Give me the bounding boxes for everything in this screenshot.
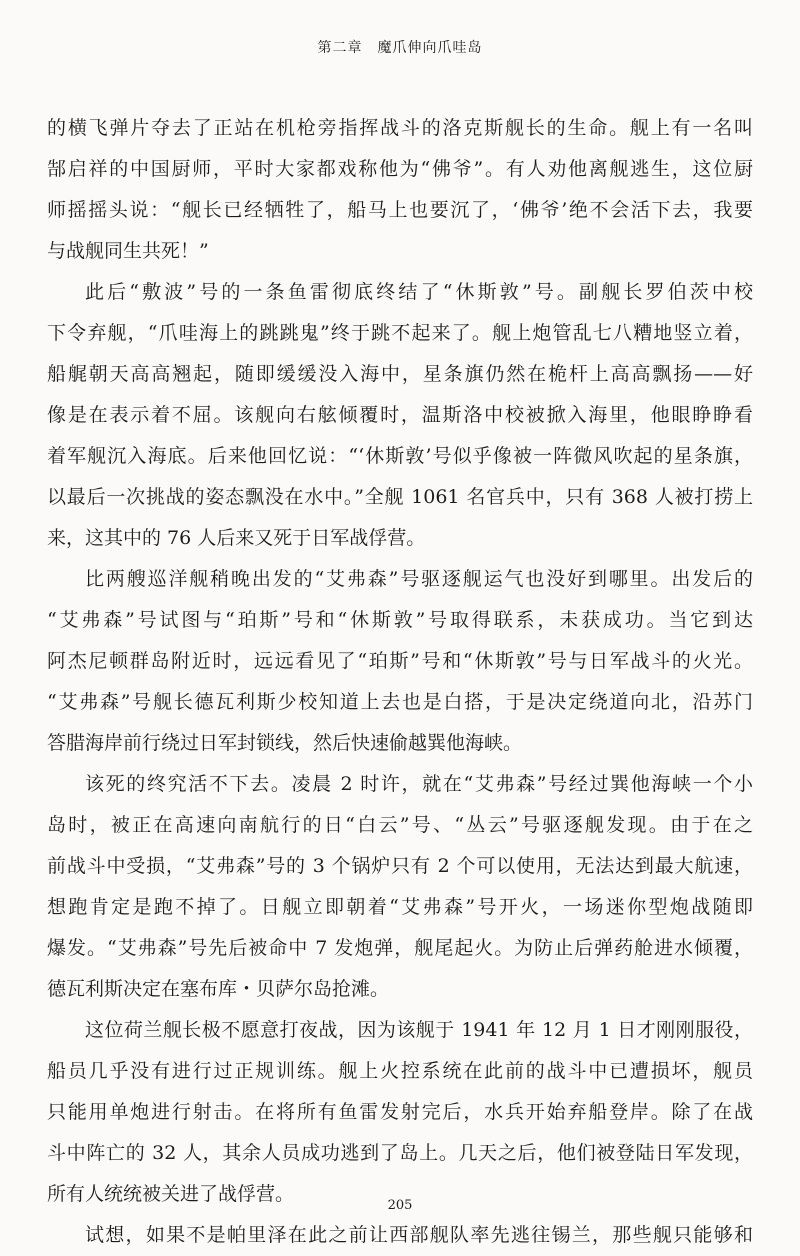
text-line: 斗中阵亡的 32 人，其余人员成功逃到了岛上。几天之后，他们被登陆日军发现， xyxy=(47,1142,753,1164)
text-line: 所有人统统被关进了战俘营。 xyxy=(47,1183,295,1205)
paragraph xyxy=(47,108,753,272)
text-line: 前战斗中受损，“艾弗森”号的 3 个锅炉只有 2 个可以使用，无法达到最大航速， xyxy=(47,855,753,877)
text-line: 师摇摇头说：“舰长已经牺牲了，船马上也要沉了，‘佛爷’绝不会活下去，我要 xyxy=(47,199,753,221)
paragraph xyxy=(47,272,753,559)
text-line: 着军舰沉入海底。后来他回忆说：“‘休斯敦’号似乎像被一阵微风吹起的星条旗， xyxy=(47,445,753,467)
text-line: 试想，如果不是帕里泽在此之前让西部舰队率先逃往锡兰，那些舰只能够和 xyxy=(85,1224,753,1246)
text-line: 与战舰同生共死！” xyxy=(47,240,209,262)
text-line: 只能用单炮进行射击。在将所有鱼雷发射完后，水兵开始弃船登岸。除了在战 xyxy=(47,1101,753,1123)
text-line: 来，这其中的 76 人后来又死于日军战俘营。 xyxy=(47,527,426,549)
running-header: 第二章 魔爪伸向爪哇岛 xyxy=(317,40,483,56)
page-number: 205 xyxy=(387,1198,413,1213)
text-line: 阿杰尼顿群岛附近时，远远看见了“珀斯”号和“休斯敦”号与日军战斗的火光。 xyxy=(47,650,753,672)
text-line: “艾弗森”号试图与“珀斯”号和“休斯敦”号取得联系，未获成功。当它到达 xyxy=(47,609,753,631)
text-line: 下令弃舰，“爪哇海上的跳跳鬼”终于跳不起来了。舰上炮管乱七八糟地竖立着， xyxy=(47,322,753,344)
text-line: 德瓦利斯决定在塞布库・贝萨尔岛抢滩。 xyxy=(47,978,390,1000)
text-line: 该死的终究活不下去。凌晨 2 时许，就在“艾弗森”号经过巽他海峡一个小 xyxy=(85,773,753,795)
text-line: 船艉朝天高高翘起，随即缓缓没入海中，星条旗仍然在桅杆上高高飘扬——好 xyxy=(47,363,753,385)
text-line: “艾弗森”号舰长德瓦利斯少校知道上去也是白搭，于是决定绕道向北，沿苏门 xyxy=(47,691,753,713)
text-line: 此后“敷波”号的一条鱼雷彻底终结了“休斯敦”号。副舰长罗伯茨中校 xyxy=(85,281,753,303)
text-line: 像是在表示着不屈。该舰向右舷倾覆时，温斯洛中校被掀入海里，他眼睁睁看 xyxy=(47,404,753,426)
text-line: 比两艘巡洋舰稍晚出发的“艾弗森”号驱逐舰运气也没好到哪里。出发后的 xyxy=(85,568,753,590)
text-line: 的横飞弹片夺去了正站在机枪旁指挥战斗的洛克斯舰长的生命。舰上有一名叫 xyxy=(47,117,753,139)
paragraph xyxy=(47,1010,753,1215)
body-text xyxy=(47,108,753,1256)
text-line: 爆发。“艾弗森”号先后被命中 7 发炮弹，舰尾起火。为防止后弹药舱进水倾覆， xyxy=(47,937,753,959)
paragraph xyxy=(47,559,753,764)
paragraph xyxy=(47,1215,753,1256)
text-line: 这位荷兰舰长极不愿意打夜战，因为该舰于 1941 年 12 月 1 日才刚刚服役， xyxy=(85,1019,753,1041)
text-line: 以最后一次挑战的姿态飘没在水中。”全舰 1061 名官兵中，只有 368 人被打捞上 xyxy=(47,486,753,508)
text-line: 船员几乎没有进行过正规训练。舰上火控系统在此前的战斗中已遭损坏，舰员 xyxy=(47,1060,753,1082)
text-line: 岛时，被正在高速向南航行的日“白云”号、“丛云”号驱逐舰发现。由于在之 xyxy=(47,814,753,836)
text-line: 想跑肯定是跑不掉了。日舰立即朝着“艾弗森”号开火，一场迷你型炮战随即 xyxy=(47,896,753,918)
text-line: 郜启祥的中国厨师，平时大家都戏称他为“佛爷”。有人劝他离舰逃生，这位厨 xyxy=(47,158,753,180)
text-line: 答腊海岸前行绕过日军封锁线，然后快速偷越巽他海峡。 xyxy=(47,732,523,754)
paragraph xyxy=(47,764,753,1010)
